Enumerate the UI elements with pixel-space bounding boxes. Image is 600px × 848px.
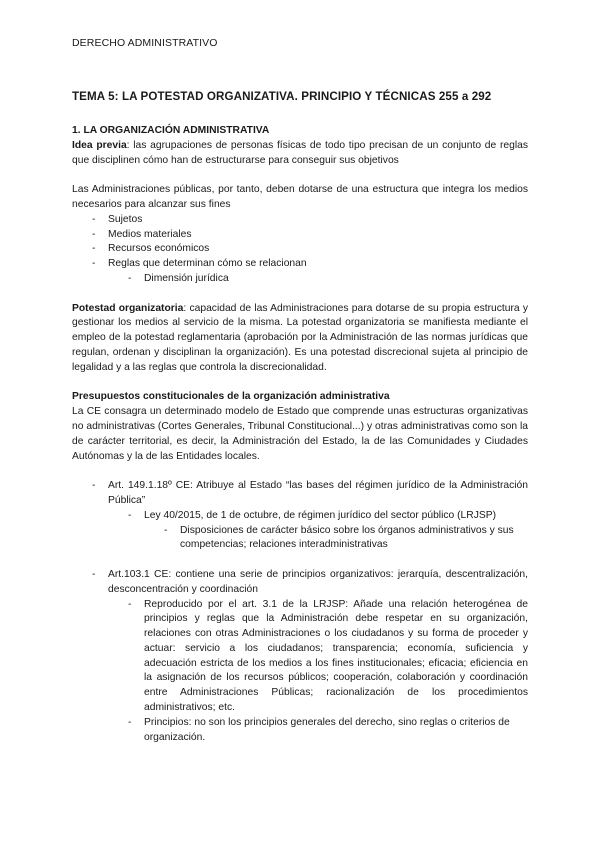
art103-list bbox=[72, 568, 528, 598]
document-body bbox=[72, 124, 528, 745]
page-title: TEMA 5: LA POTESTAD ORGANIZATIVA. PRINCIPIO Y TÉCNICAS 255 a 292 bbox=[72, 90, 492, 103]
means-sublist bbox=[72, 272, 528, 287]
list-item: - Medios materiales bbox=[108, 228, 528, 243]
list-item: - Ley 40/2015, de 1 de octubre, de régimen jurídico del sector público (LRJSP) bbox=[144, 509, 528, 524]
list-item: - Dimensión jurídica bbox=[144, 272, 528, 287]
section-heading: 1. LA ORGANIZACIÓN ADMINISTRATIVA bbox=[72, 125, 270, 136]
ce-paragraph: La CE consagra un determinado modelo de Estado que comprende unas estructuras organizativas no administrativas (Cortes Generales, Tribunal Constitucional...) y otras administrativas como son la de carácter territorial, es decir, la Administración del Estado, la de las Comunidades y Ciudades Autónomas y la de las Entidades locales. bbox=[72, 406, 528, 462]
potestad-paragraph bbox=[72, 302, 528, 376]
art149-list bbox=[72, 479, 528, 509]
idea-previa-text: : las agrupaciones de personas físicas de todo tipo precisan de un conjunto de reglas que disciplinen cómo han de estructurarse para conseguir sus objetivos bbox=[72, 139, 528, 166]
list-item: - Disposiciones de carácter básico sobre los órganos administrativos y sus competencias; relaciones interadministrativas bbox=[180, 524, 528, 554]
art103-sublist bbox=[72, 598, 528, 746]
idea-previa-label: Idea previa bbox=[72, 139, 127, 151]
list-item: - Reproducido por el art. 3.1 de la LRJSP: Añade una relación heterogénea de principios y reglas que la Administración debe respetar en su organización, relaciones con otras Administraciones o los ciudadanos y su forma de proceder y actuar: servicio a los ciudadanos; transparencia; economía, suficiencia y adecuación estricta de los medios a los fines institucionales; eficacia; eficiencia en la asignación de los recursos públicos; cooperación, colaboración y coordinación entre Administraciones Públicas; racionalización de los procedimientos administrativos; etc. bbox=[144, 598, 528, 716]
list-item: - Sujetos bbox=[108, 213, 528, 228]
potestad-text: : capacidad de las Administraciones para dotarse de su propia estructura y gestionar los medios al servicio de la misma. La potestad organizatoria se manifiesta mediante el empleo de la potestad reglamentaria (aprobación por la Administración de las normas jurídicas que regulan, ordenan y disciplinan la organización). Es una potestad discrecional sujeta al principio de legalidad y a las reglas que controla la discrecionalidad. bbox=[72, 302, 529, 373]
list-item: - Art. 149.1.18º CE: Atribuye al Estado “las bases del régimen jurídico de la Administración Pública” bbox=[108, 479, 528, 509]
list-item: - Art.103.1 CE: contiene una serie de principios organizativos: jerarquía, descentralización, desconcentración y coordinación bbox=[108, 568, 528, 598]
administraciones-paragraph: Las Administraciones públicas, por tanto, deben dotarse de una estructura que integra los medios necesarios para alcanzar sus fines bbox=[72, 184, 528, 210]
disposiciones-list bbox=[72, 524, 528, 554]
means-list bbox=[72, 213, 528, 272]
list-item: - Reglas que determinan cómo se relacionan bbox=[108, 257, 528, 272]
document-header: DERECHO ADMINISTRATIVO bbox=[72, 37, 218, 49]
list-item: - Principios: no son los principios generales del derecho, sino reglas o criterios de organización. bbox=[144, 716, 528, 746]
list-item: - Recursos económicos bbox=[108, 242, 528, 257]
subsection-heading: Presupuestos constitucionales de la organización administrativa bbox=[72, 391, 390, 403]
ley40-list bbox=[72, 509, 528, 524]
potestad-label: Potestad organizatoria bbox=[72, 302, 184, 314]
idea-previa-paragraph bbox=[72, 139, 528, 169]
